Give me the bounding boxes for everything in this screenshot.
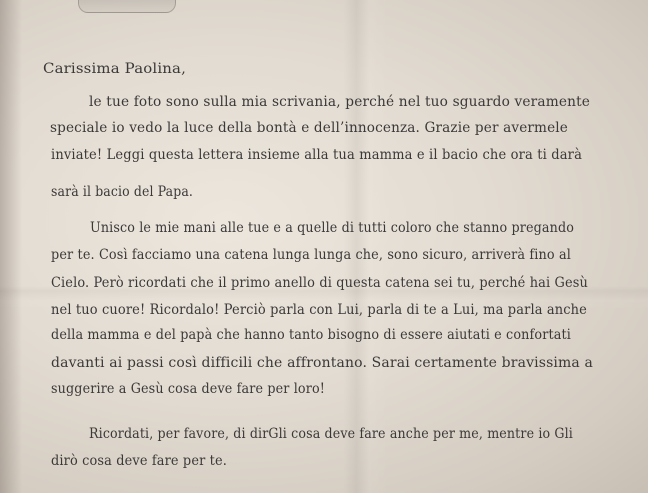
paragraph-1-line-4: sarà il bacio del Papa. (51, 184, 193, 200)
paragraph-2-line-6: davanti ai passi così difficili che affrontano. Sarai certamente bravissima a (51, 355, 593, 371)
paragraph-2-line-1: Unisco le mie mani alle tue e a quelle di tutti coloro che stanno pregando (90, 220, 574, 236)
paragraph-2-line-2: per te. Così facciamo una catena lunga lunga che, sono sicuro, arriverà fino al (51, 247, 571, 263)
paragraph-2-line-4: nel tuo cuore! Ricordalo! Perciò parla con Lui, parla di te a Lui, ma parla anche (51, 302, 587, 318)
paragraph-3-line-1: Ricordati, per favore, di dirGli cosa deve fare anche per me, mentre io Gli (89, 426, 573, 442)
paragraph-3-line-2: dirò cosa deve fare per te. (51, 453, 227, 469)
paragraph-2-line-3: Cielo. Però ricordati che il primo anello di questa catena sei tu, perché hai Gesù (51, 275, 588, 291)
salutation: Carissima Paolina, (43, 61, 186, 77)
paragraph-1-line-2: speciale io vedo la luce della bontà e dell’innocenza. Grazie per avermele (50, 120, 568, 136)
paragraph-1-line-1: le tue foto sono sulla mia scrivania, perché nel tuo sguardo veramente (89, 94, 590, 110)
paragraph-1-line-3: inviate! Leggi questa lettera insieme alla tua mamma e il bacio che ora ti darà (51, 147, 582, 163)
paragraph-2-line-7: suggerire a Gesù cosa deve fare per loro! (51, 381, 325, 397)
paragraph-2-line-5: della mamma e del papà che hanno tanto bisogno di essere aiutati e confortati (51, 327, 571, 343)
